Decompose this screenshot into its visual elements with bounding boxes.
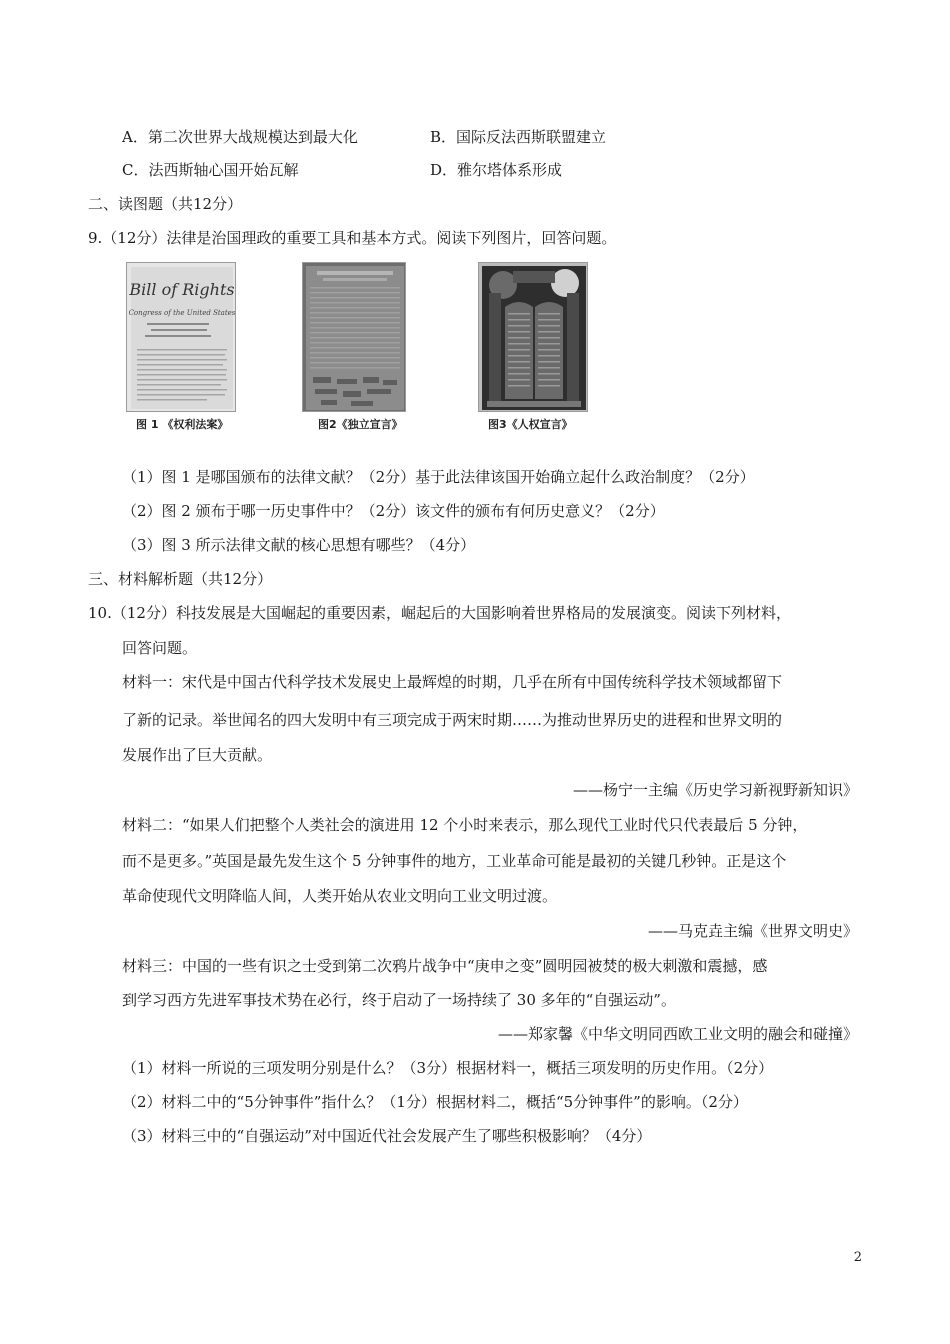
material-2-source: ——马克垚主编《世界文明史》 xyxy=(647,922,858,940)
q8-option-c: C．法西斯轴心国开始瓦解 xyxy=(122,161,299,179)
q10-sub-2: （2）材料二中的“5分钟事件”指什么？（1分）根据材料二，概括“5分钟事件”的影响。（2分） xyxy=(122,1093,748,1111)
q9-sub-1: （1）图 1 是哪国颁布的法律文献？（2分）基于此法律该国开始确立起什么政治制度？（2分） xyxy=(122,468,755,486)
q10-stem-line-1: 10.（12分）科技发展是大国崛起的重要因素，崛起后的大国影响着世界格局的发展演变。阅读下列材料， xyxy=(88,604,791,622)
q9-sub-2: （2）图 2 颁布于哪一历史事件中？（2分）该文件的颁布有何历史意义？（2分） xyxy=(122,502,665,520)
section-3-title: 三、材料解析题（共12分） xyxy=(88,570,273,588)
figure-1-caption: 图 1 《权利法案》 xyxy=(136,418,229,431)
page-number: 2 xyxy=(853,1250,862,1265)
material-3-line-2: 到学习西方先进军事技术势在必行，终于启动了一场持续了 30 多年的“自强运动”。 xyxy=(122,991,676,1009)
material-1-line-2: 了新的记录。举世闻名的四大发明中有三项完成于两宋时期……为推动世界历史的进程和世界文明的 xyxy=(122,711,783,729)
figure-1-image xyxy=(127,263,236,412)
material-3-line-1: 材料三：中国的一些有识之士受到第二次鸦片战争中“庚申之变”圆明园被焚的极大刺激和震撼，感 xyxy=(122,957,768,975)
material-1-source: ——杨宁一主编《历史学习新视野新知识》 xyxy=(572,781,858,799)
figure-3-caption: 图3《人权宣言》 xyxy=(488,418,573,431)
figure-2-caption: 图2《独立宣言》 xyxy=(318,418,403,431)
q10-stem-line-2: 回答问题。 xyxy=(122,639,198,657)
figure-1-bill-of-rights xyxy=(126,262,236,412)
figure-2-declaration-of-independence xyxy=(302,262,406,412)
figure-3-image xyxy=(479,263,588,412)
material-1-line-3: 发展作出了巨大贡献。 xyxy=(122,746,273,764)
q8-option-b: B．国际反法西斯联盟建立 xyxy=(430,128,607,146)
q10-sub-1: （1）材料一所说的三项发明分别是什么？（3分）根据材料一，概括三项发明的历史作用。（2分） xyxy=(122,1059,774,1077)
material-2-line-3: 革命使现代文明降临人间，人类开始从农业文明向工业文明过渡。 xyxy=(122,887,558,905)
q9-stem: 9.（12分）法律是治国理政的重要工具和基本方式。阅读下列图片，回答问题。 xyxy=(88,229,617,247)
material-1-line-1: 材料一：宋代是中国古代科学技术发展史上最辉煌的时期，几乎在所有中国传统科学技术领域都留下 xyxy=(122,673,783,691)
material-2-line-1: 材料二：“如果人们把整个人类社会的演进用 12 个小时来表示，那么现代工业时代只代表最后 5 分钟， xyxy=(122,816,808,834)
figure-3-rights-of-man xyxy=(478,262,588,412)
material-3-source: ——郑家馨《中华文明同西欧工业文明的融会和碰撞》 xyxy=(497,1025,858,1043)
q10-sub-3: （3）材料三中的“自强运动”对中国近代社会发展产生了哪些积极影响？（4分） xyxy=(122,1127,652,1145)
figure-2-image xyxy=(303,263,406,412)
figure-1-subtitle-text: Congress of the United States xyxy=(128,309,236,317)
q8-option-a: A．第二次世界大战规模达到最大化 xyxy=(122,128,358,146)
figure-1-title-text: Bill of Rights xyxy=(129,280,235,299)
q9-sub-3: （3）图 3 所示法律文献的核心思想有哪些？（4分） xyxy=(122,536,476,554)
material-2-line-2: 而不是更多。”英国是最先发生这个 5 分钟事件的地方，工业革命可能是最初的关键几秒钟。正是这个 xyxy=(122,852,787,870)
q8-option-d: D．雅尔塔体系形成 xyxy=(430,161,563,179)
section-2-title: 二、读图题（共12分） xyxy=(88,195,243,213)
